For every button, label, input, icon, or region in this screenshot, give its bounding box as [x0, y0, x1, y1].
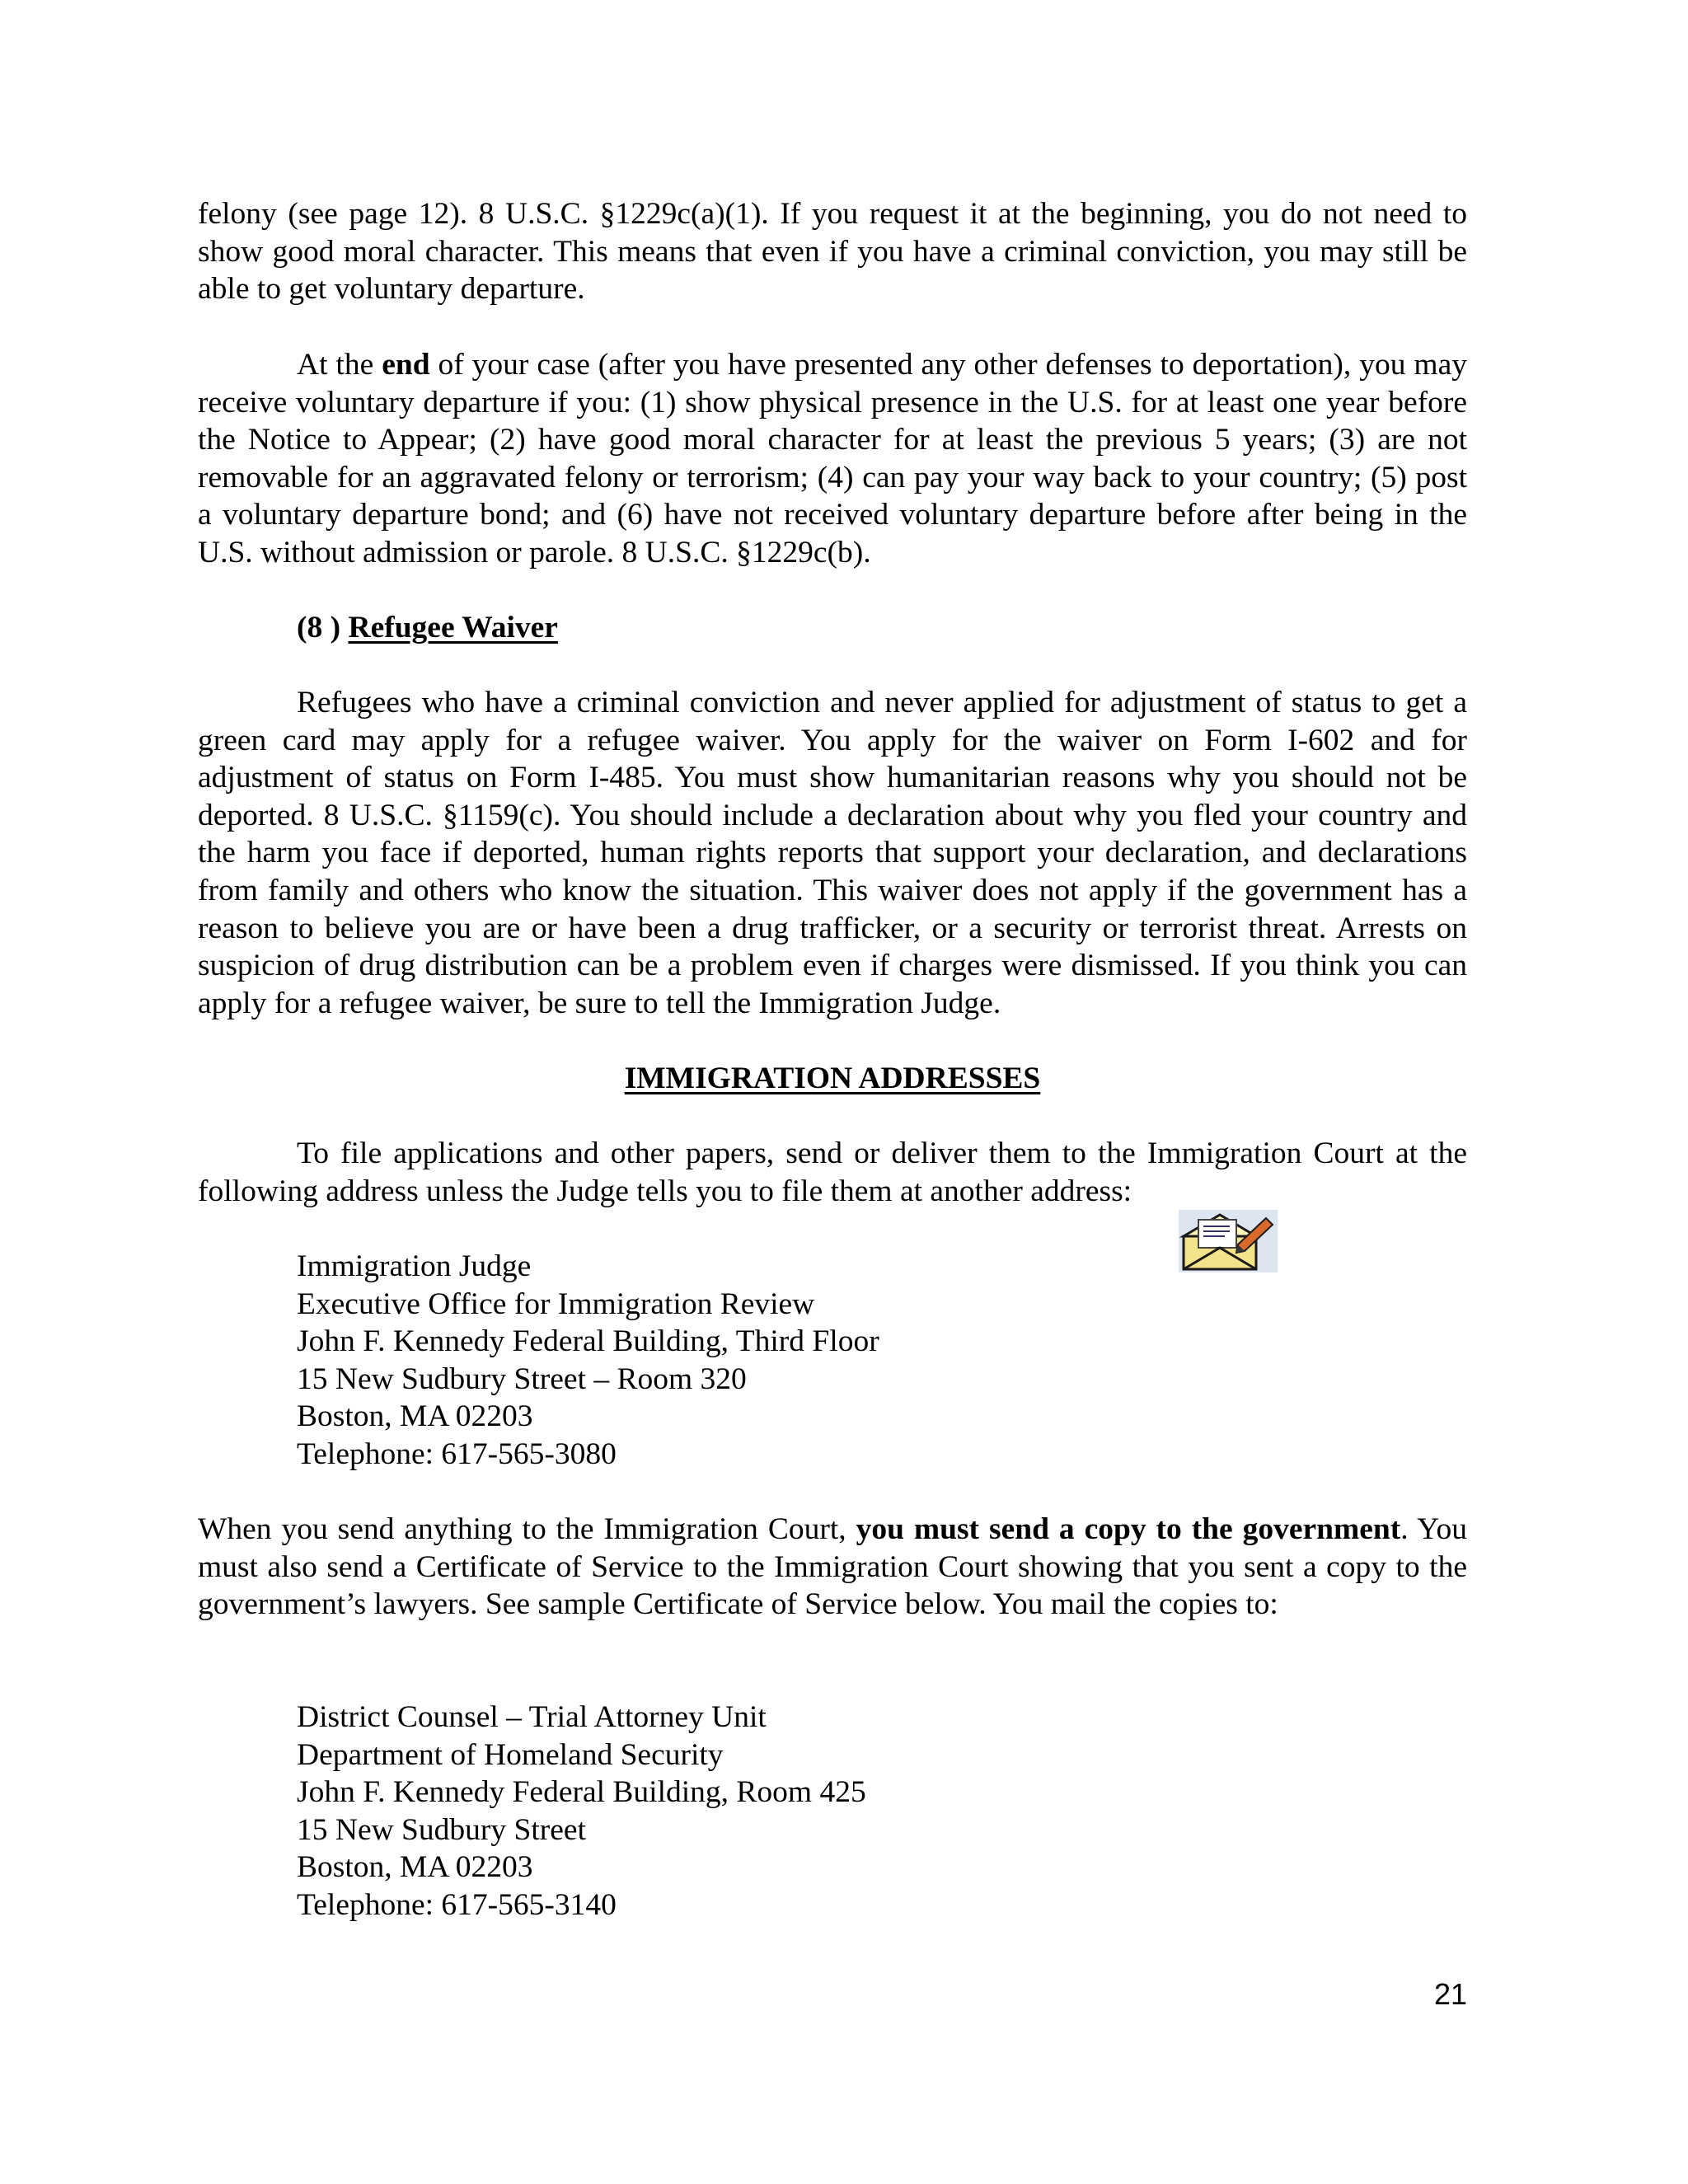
paragraph-filing-instructions: To file applications and other papers, send or deliver them to the Immigration Court at the following address unless the Judge tells you to file them at another address: [198, 1137, 1467, 1208]
paragraph-text: At the [297, 348, 382, 382]
address-telephone: Telephone: 617-565-3080 [297, 1436, 617, 1471]
letter-sheet [1198, 1220, 1236, 1248]
paragraph-text: When you send anything to the Immigration Court, [198, 1512, 856, 1546]
address-line: John F. Kennedy Federal Building, Room 425 [297, 1775, 866, 1810]
emphasis-end: end [382, 348, 430, 382]
address-line: Boston, MA 02203 [297, 1850, 533, 1885]
address-line: 15 New Sudbury Street [297, 1812, 586, 1847]
address-line: John F. Kennedy Federal Building, Third Floor [297, 1324, 879, 1359]
paragraph-refugee-waiver: Refugees who have a criminal conviction and never applied for adjustment of status to get a green card may apply for a refugee waiver. You apply for the waiver on Form I-602 and for adjustment of status on Form I-485. You must show humanitarian reasons why you should not be deported. 8 U.S.C. §1159(c). You should include a declaration about why you fled your country and the harm you face if deported, human rights reports that support your declaration, and declarations from family and others who know the situation. This waiver does not apply if the government has a reason to believe you are or have been a drug trafficker, or a security or terrorist threat. Arrests on suspicion of drug distribution can be a problem even if charges were dismissed. If you think you can apply for a refugee waiver, be sure to tell the Immigration Judge. [198, 686, 1467, 1020]
section-heading-refugee-waiver [297, 609, 558, 647]
paragraph-text: of your case (after you have presented any other defenses to deportation), you may receive voluntary departure if you: (1) show physical presence in the U.S. for at least one year before the Notice to Appear; (2) have good moral character for at least the previous 5 years; (3) are not removable for an aggravated felony or terrorism; (4) can pay your way back to your country; (5) post a voluntary departure bond; and (6) have not received voluntary departure before after being in the U.S. without admission or parole. 8 U.S.C. §1229c(b). [198, 348, 1467, 569]
address-line: District Counsel – Trial Attorney Unit [297, 1700, 767, 1734]
page-number: 21 [1433, 1977, 1467, 2011]
address-line: Department of Homeland Security [297, 1737, 724, 1772]
paragraph-copy-to-government [198, 1511, 1467, 1624]
paragraph-text: . You must also send a Certificate of Service to the Immigration Court showing that you sent a copy to the government’s lawyers. See sample Certificate of Service below. You mail the copies to: [198, 1512, 1468, 1622]
address-telephone: Telephone: 617-565-3140 [297, 1887, 617, 1922]
immigration-court-address [297, 1248, 1203, 1474]
paragraph-voluntary-departure-beginning: felony (see page 12). 8 U.S.C. §1229c(a)(1). If you request it at the beginning, you do not need to show good moral character. This means that even if you have a criminal conviction, you may still be able to get voluntary departure. [198, 197, 1467, 307]
paragraph-voluntary-departure-end [198, 346, 1467, 572]
government-address [297, 1699, 1203, 1924]
section-number: (8 ) [297, 611, 349, 644]
address-line: 15 New Sudbury Street – Room 320 [297, 1361, 747, 1396]
document-page [198, 0, 1467, 2184]
immigration-addresses-heading: IMMIGRATION ADDRESSES [624, 1062, 1041, 1095]
section-title: Refugee Waiver [348, 611, 558, 644]
address-line: Boston, MA 02203 [297, 1399, 533, 1434]
emphasis-copy-to-government: you must send a copy to the government [856, 1512, 1401, 1546]
address-line: Immigration Judge [297, 1249, 532, 1283]
address-line: Executive Office for Immigration Review [297, 1286, 815, 1321]
